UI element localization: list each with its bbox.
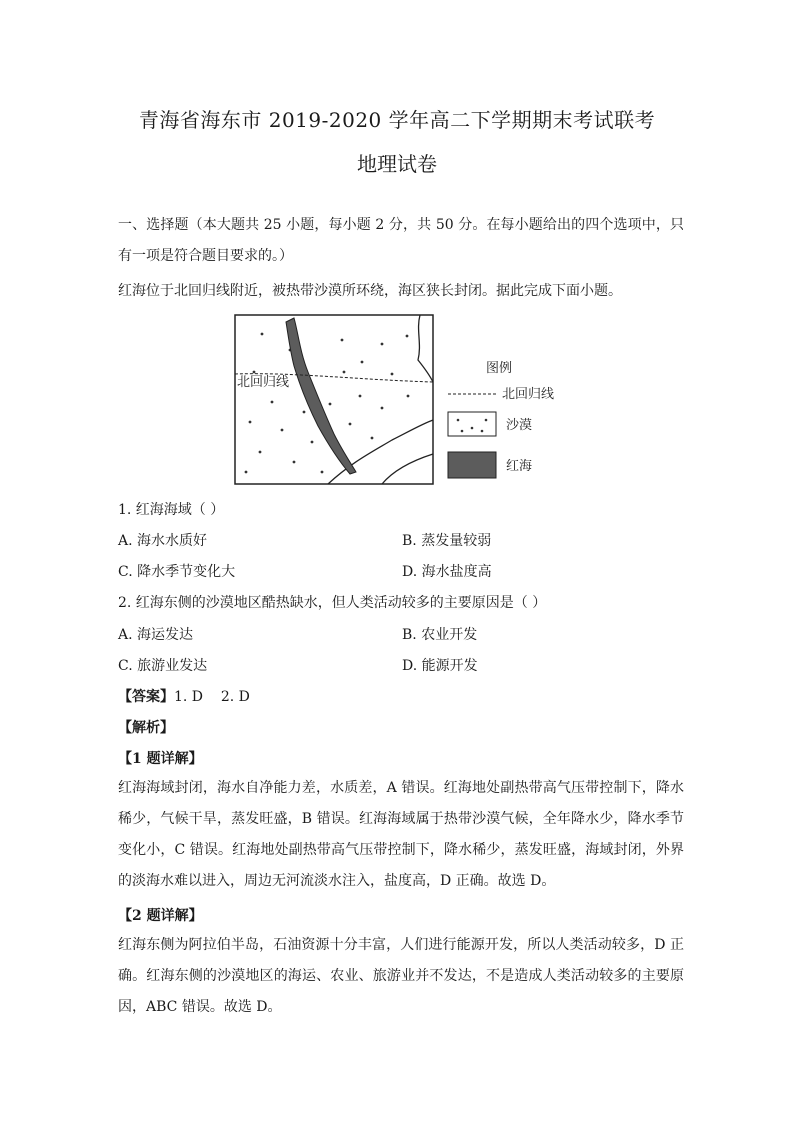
legend-title: 图例	[486, 361, 513, 376]
question-stem: 红海位于北回归线附近，被热带沙漠所环绕，海区狭长封闭。据此完成下面小题。	[118, 283, 622, 299]
answer-line	[118, 686, 250, 706]
map-frame	[235, 315, 433, 484]
exam-title: 青海省海东市 2019-2020 学年高二下学期期末考试联考	[138, 108, 656, 132]
legend-sea-label: 红海	[506, 459, 533, 474]
q2-option-b: B. 农业开发	[402, 627, 478, 643]
q2-option-a: A. 海运发达	[118, 627, 194, 643]
tropic-label: 北回归线	[237, 375, 290, 390]
legend-sea-swatch	[448, 452, 496, 478]
section-instructions: 一、选择题（本大题共 25 小题，每小题 2 分，共 50 分。在每小题给出的四个选项中，只有一项是符合题目要求的。）	[118, 217, 684, 264]
detail2-label: 【2 题详解】	[118, 908, 203, 924]
q1-option-c: C. 降水季节变化大	[118, 564, 236, 580]
answer-text: 1. D 2. D	[174, 689, 250, 705]
legend-desert-swatch	[448, 412, 496, 436]
detail1-label: 【1 题详解】	[118, 751, 203, 767]
detail1-text: 红海海域封闭，海水自净能力差，水质差，A 错误。红海地处副热带高气压带控制下，降水稀少，气候干旱，蒸发旺盛，B 错误。红海海域属于热带沙漠气候，全年降水少，降水季节变化小，C 错误。红海地处副热带高气压带控制下，降水稀少，蒸发旺盛，海域封闭，外界的淡海水难以进入，周边无河流淡水注入，盐度高，D 正确。故选 D。	[118, 780, 684, 889]
q2-option-d: D. 能源开发	[402, 658, 478, 674]
legend-tropic-label: 北回归线	[502, 387, 555, 402]
analysis-label: 【解析】	[118, 720, 174, 736]
q1-stem: 1. 红海海域（ ）	[118, 502, 225, 518]
exam-subtitle: 地理试卷	[357, 152, 437, 176]
q2-stem: 2. 红海东侧的沙漠地区酷热缺水，但人类活动较多的主要原因是（ ）	[118, 595, 547, 611]
legend-desert-label: 沙漠	[506, 418, 533, 433]
q2-option-c: C. 旅游业发达	[118, 658, 208, 674]
q1-option-d: D. 海水盐度高	[402, 564, 492, 580]
answer-label: 【答案】	[118, 689, 174, 705]
detail2-text: 红海东侧为阿拉伯半岛，石油资源十分丰富，人们进行能源开发，所以人类活动较多，D 正确。红海东侧的沙漠地区的海运、农业、旅游业并不发达，不是造成人类活动较多的主要原因，ABC 错误。故选 D。	[118, 937, 684, 1015]
q1-option-a: A. 海水水质好	[118, 533, 208, 549]
q1-option-b: B. 蒸发量较弱	[402, 533, 492, 549]
red-sea-map-figure	[232, 312, 572, 487]
